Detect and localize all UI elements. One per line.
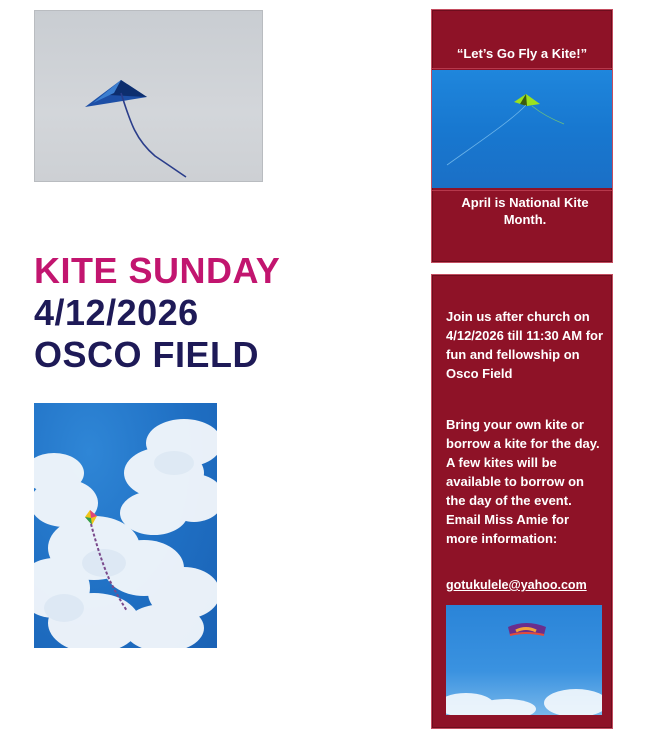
- panel-divider: [432, 68, 612, 69]
- event-title: KITE SUNDAY: [34, 250, 281, 291]
- kite-quote: “Let’s Go Fly a Kite!”: [456, 46, 588, 61]
- event-headline: [34, 250, 394, 376]
- kite-quote-panel: [432, 10, 612, 262]
- kite-month-note: April is National Kite Month.: [461, 195, 589, 227]
- event-details-text: Join us after church on 4/12/2026 till 11:30 AM for fun and fellowship on Osco Field: [446, 309, 604, 381]
- contact-email-link[interactable]: gotukulele@yahoo.com: [446, 578, 587, 592]
- green-kite-photo: [432, 70, 612, 188]
- green-kite-icon: [432, 70, 612, 188]
- clouds-kite-icon: [34, 403, 217, 648]
- delta-kite-photo: [34, 10, 263, 182]
- delta-kite-icon: [35, 11, 262, 181]
- kite-borrow-text: Bring your own kite or borrow a kite for the day. A few kites will be available to borrow on the day of the event. Email Miss Amie for more information:: [446, 417, 600, 546]
- event-date: 4/12/2026: [34, 292, 199, 333]
- event-details-panel: [432, 275, 612, 728]
- kite-in-clouds-photo: [34, 403, 217, 648]
- panel-divider: [432, 190, 612, 191]
- parafoil-kite-icon: [446, 605, 602, 715]
- parafoil-kite-photo: [446, 605, 602, 715]
- event-location: OSCO FIELD: [34, 334, 260, 375]
